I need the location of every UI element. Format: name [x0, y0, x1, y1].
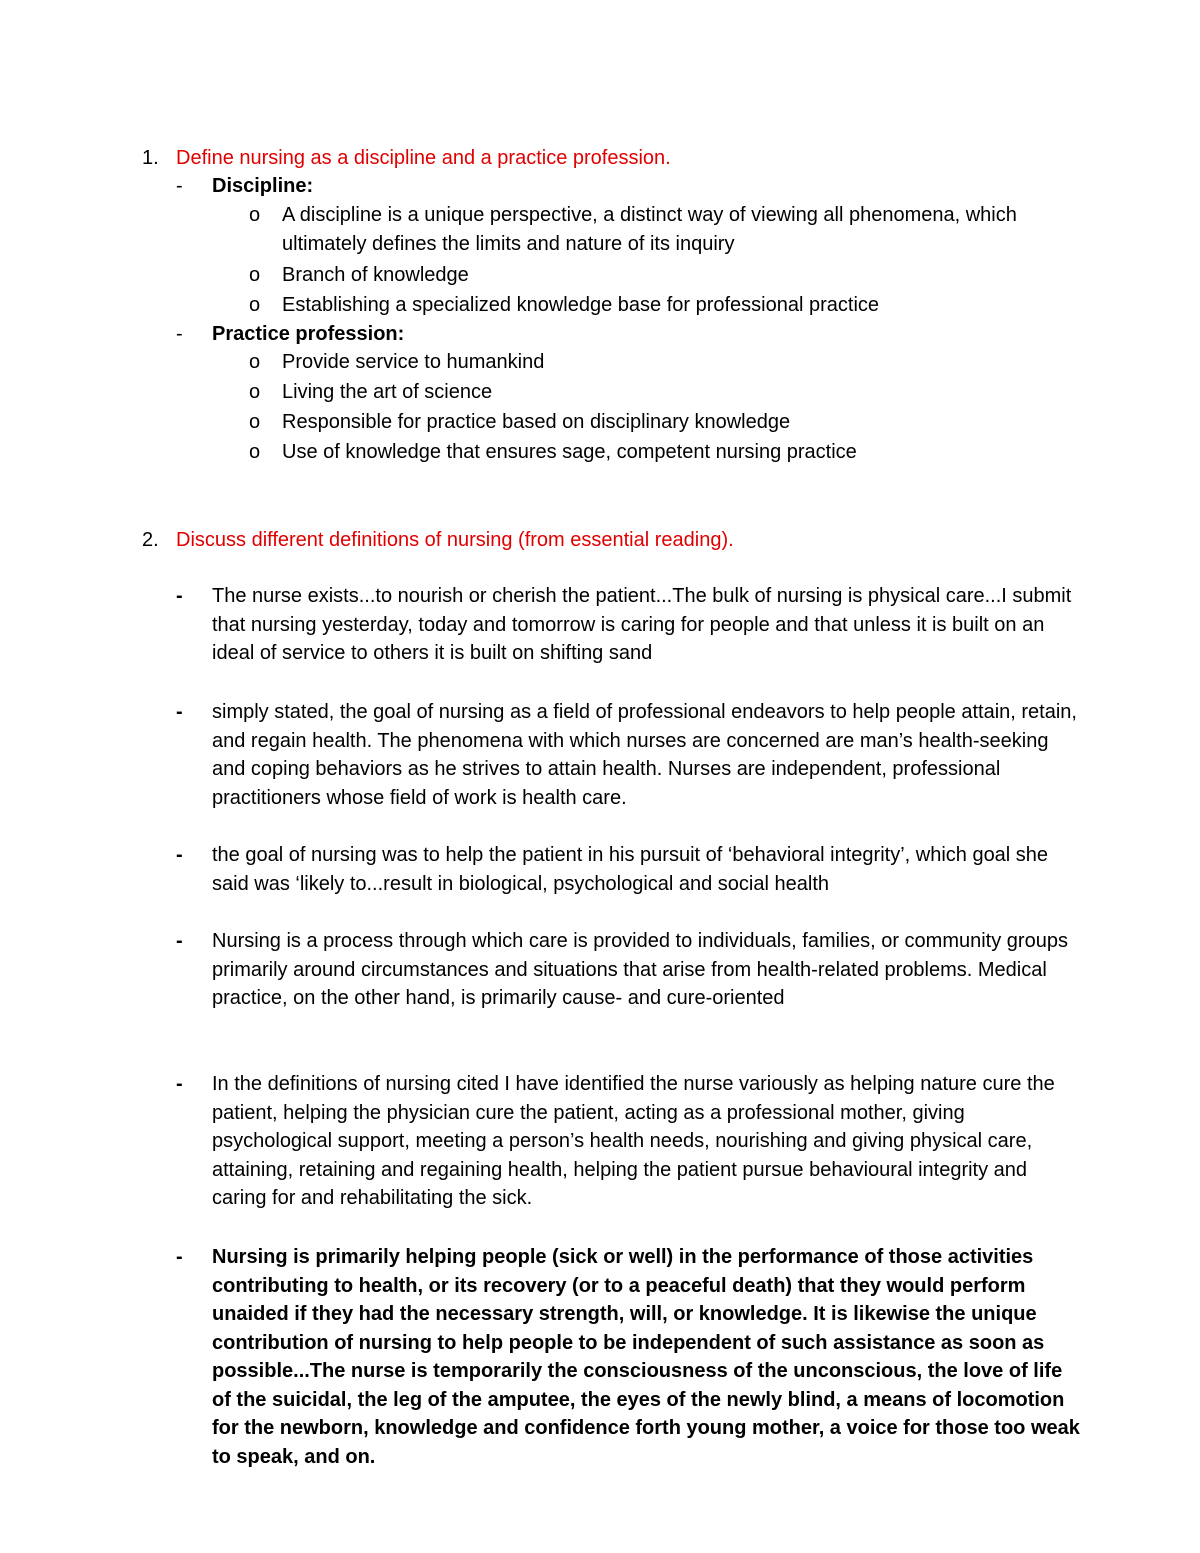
question-number: 2. [142, 529, 159, 551]
list-item-text: Living the art of science [282, 381, 493, 403]
practice-heading: Practice profession: [212, 323, 405, 345]
list-item [212, 348, 1200, 378]
dash-marker: - [176, 1073, 183, 1095]
dash-marker: - [176, 175, 183, 197]
list-item-text: Responsible for practice based on disciplinary knowledge [282, 411, 791, 433]
dash-marker: - [176, 930, 183, 952]
circle-bullet-icon: o [249, 294, 261, 316]
question-1-heading [0, 144, 1200, 174]
dash-marker: - [176, 844, 183, 866]
circle-bullet-icon: o [249, 381, 261, 403]
dash-marker: - [176, 701, 183, 723]
discipline-list [212, 201, 1200, 321]
dash-marker: - [176, 323, 183, 345]
question-title: Define nursing as a discipline and a practice profession. [176, 147, 671, 169]
list-item-text: A discipline is a unique perspective, a distinct way of viewing all phenomena, which ultimately defines the limits and nature of its inquiry [282, 204, 1017, 255]
dash-marker: - [176, 1246, 183, 1268]
question-number: 1. [142, 147, 159, 169]
definition-text: Nursing is a process through which care is provided to individuals, families, or community groups primarily around circumstances and situations that arise from health-related problems. Medical practice, on the other hand, is primarily cause- and cure-oriented [212, 930, 1068, 1009]
dash-marker: - [176, 585, 183, 607]
definition-text: the goal of nursing was to help the patient in his pursuit of ‘behavioral integrity’, which goal she said was ‘likely to...result in biological, psychological and social health [212, 844, 1049, 895]
list-item [212, 291, 1200, 321]
definition-text: simply stated, the goal of nursing as a field of professional endeavors to help people attain, retain, and regain health. The phenomena with which nurses are concerned are man’s health-seeking and coping behaviors as he strives to attain health. Nurses are independent, professional practitioners whose field of work is health care. [212, 701, 1077, 809]
list-item-text: Establishing a specialized knowledge base for professional practice [282, 294, 880, 316]
list-item-text: Branch of knowledge [282, 264, 469, 286]
definition-text: The nurse exists...to nourish or cherish the patient...The bulk of nursing is physical care...I submit that nursing yesterday, today and tomorrow is caring for people and that unless it is built on an ideal of service to others it is built on shifting sand [212, 585, 1072, 664]
practice-list [212, 348, 1200, 468]
list-item [212, 261, 1200, 291]
question-title: Discuss different definitions of nursing (from essential reading). [176, 529, 734, 551]
list-item-text: Provide service to humankind [282, 351, 545, 373]
list-item-text: Use of knowledge that ensures sage, competent nursing practice [282, 441, 857, 463]
list-item [212, 438, 1200, 468]
question-1 [0, 144, 1200, 174]
list-item [212, 201, 1200, 261]
definition-text: In the definitions of nursing cited I have identified the nurse variously as helping nature cure the patient, helping the physician cure the patient, acting as a professional mother, giving psychological support, meeting a person’s health needs, nourishing and giving physical care, attaining, retaining and regaining health, helping the patient pursue behavioural integrity and caring for and rehabilitating the sick. [212, 1073, 1055, 1209]
circle-bullet-icon: o [249, 351, 261, 373]
list-item [212, 378, 1200, 408]
definition-text: Nursing is primarily helping people (sick or well) in the performance of those activities contributing to health, or its recovery (or to a peaceful death) that they would perform unaided if they had the necessary strength, will, or knowledge. It is likewise the unique contribution of nursing to help people to be independent of such assistance as soon as possible...The nurse is temporarily the consciousness of the unconscious, the love of life of the suicidal, the leg of the amputee, the eyes of the newly blind, a means of locomotion for the newborn, knowledge and confidence forth young mother, a voice for those too weak to speak, and on. [212, 1246, 1080, 1468]
question-2 [0, 526, 1200, 556]
circle-bullet-icon: o [249, 411, 261, 433]
circle-bullet-icon: o [249, 264, 261, 286]
discipline-heading: Discipline: [212, 175, 314, 197]
circle-bullet-icon: o [249, 441, 261, 463]
circle-bullet-icon: o [249, 204, 261, 226]
list-item [212, 408, 1200, 438]
question-2-heading [0, 526, 1200, 556]
